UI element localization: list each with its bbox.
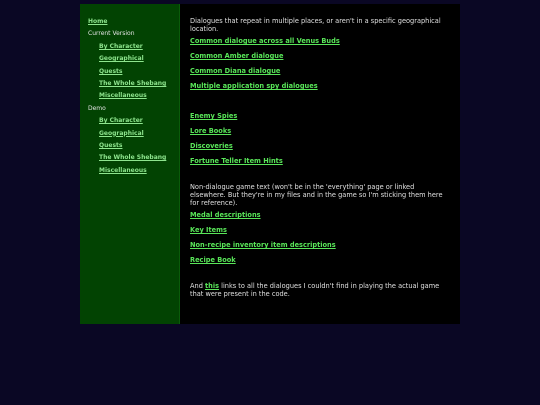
link-common-diana[interactable]: Common Diana dialogue: [190, 67, 281, 75]
sidebar-link-demo-by-character[interactable]: By Character: [99, 117, 143, 125]
page-container: [80, 4, 460, 324]
sidebar-link-current-geographical[interactable]: Geographical: [99, 55, 144, 63]
link-discoveries[interactable]: Discoveries: [190, 142, 233, 150]
sidebar-link-home[interactable]: Home: [88, 18, 108, 25]
sidebar-link-current-by-character[interactable]: By Character: [99, 42, 143, 50]
intro-text: Dialogues that repeat in multiple places, or aren't in a specific geographical location.: [190, 17, 441, 33]
footer-text: [190, 282, 452, 298]
footer-text-before: And: [190, 282, 205, 290]
sidebar-link-demo-miscellaneous[interactable]: Miscellaneous: [99, 166, 147, 174]
link-this[interactable]: this: [204, 282, 220, 290]
link-non-recipe-items[interactable]: Non-recipe inventory item descriptions: [190, 241, 336, 249]
sidebar-link-current-whole-shebang[interactable]: The Whole Shebang: [99, 80, 167, 88]
sidebar-link-demo-whole-shebang[interactable]: The Whole Shebang: [99, 154, 167, 162]
link-lore-books[interactable]: Lore Books: [190, 127, 232, 135]
sidebar-link-current-miscellaneous[interactable]: Miscellaneous: [99, 92, 147, 100]
non-dialogue-text: Non-dialogue game text (won't be in the 'everything' page or linked elsewhere. But they're in my files and in the game so I'm sticking them here for reference).: [190, 183, 443, 207]
link-common-amber[interactable]: Common Amber dialogue: [190, 52, 284, 60]
link-spy-dialogues[interactable]: Multiple application spy dialogues: [190, 82, 318, 90]
main-content: [180, 4, 460, 324]
link-fortune-teller-hints[interactable]: Fortune Teller Item Hints: [190, 157, 283, 165]
sidebar-heading-current-version: Current Version: [88, 30, 135, 38]
footer-text-after: links to all the dialogues I couldn't find in playing the actual game that were present in the code.: [190, 282, 440, 298]
link-common-venus-buds[interactable]: Common dialogue across all Venus Buds: [190, 37, 340, 45]
sidebar-link-demo-quests[interactable]: Quests: [99, 142, 123, 150]
sidebar: [80, 4, 180, 324]
sidebar-link-demo-geographical[interactable]: Geographical: [99, 129, 144, 137]
link-medal-descriptions[interactable]: Medal descriptions: [190, 211, 261, 219]
sidebar-link-current-quests[interactable]: Quests: [99, 67, 123, 75]
link-enemy-spies[interactable]: Enemy Spies: [190, 112, 238, 120]
sidebar-heading-demo: Demo: [88, 104, 106, 112]
link-recipe-book[interactable]: Recipe Book: [190, 256, 236, 264]
link-key-items[interactable]: Key Items: [190, 226, 227, 234]
